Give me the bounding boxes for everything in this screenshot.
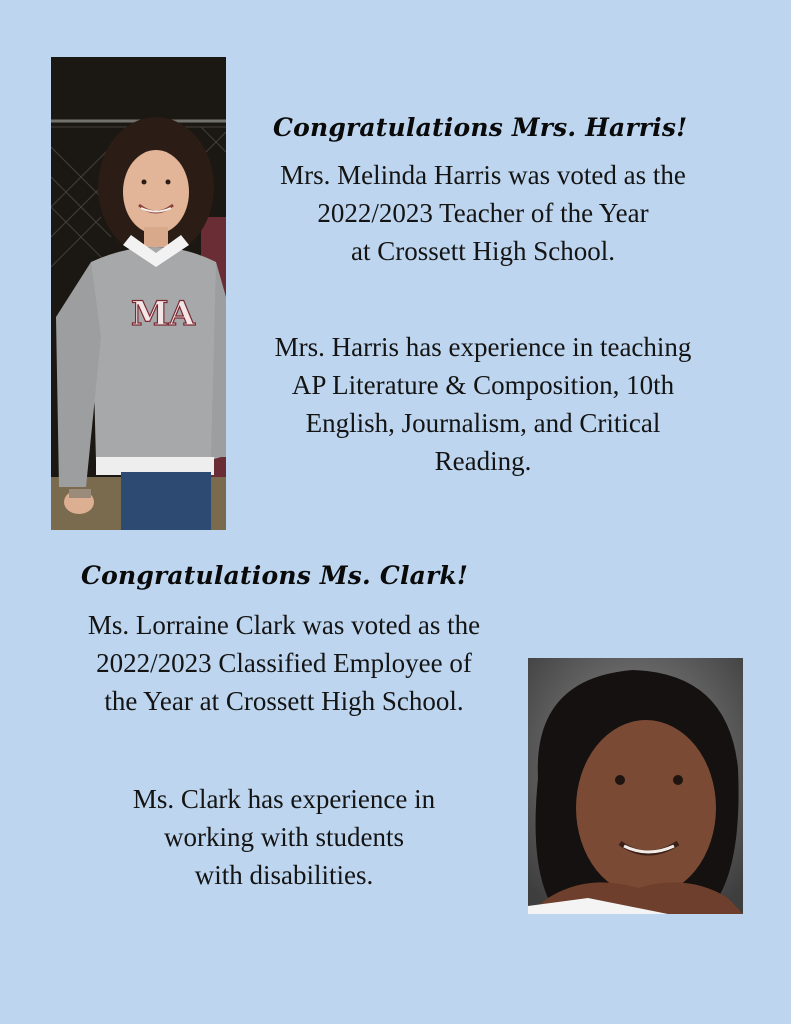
- clark-experience-line: working with students: [164, 822, 404, 852]
- harris-experience-paragraph: [240, 328, 726, 480]
- harris-photo: [51, 57, 226, 530]
- clark-award-line: the Year at Crossett High School.: [104, 686, 464, 716]
- harris-heading: Congratulations Mrs. Harris!: [273, 113, 688, 142]
- harris-award-line: 2022/2023 Teacher of the Year: [317, 198, 649, 228]
- clark-experience-line: with disabilities.: [194, 860, 374, 890]
- clark-experience-paragraph: [50, 780, 518, 894]
- clark-photo: [528, 658, 743, 914]
- clark-heading: Congratulations Ms. Clark!: [81, 561, 469, 590]
- harris-experience-line: English, Journalism, and Critical: [305, 408, 661, 438]
- svg-text:MA: MA: [130, 294, 196, 334]
- clark-award-line: 2022/2023 Classified Employee of: [96, 648, 472, 678]
- clark-experience-line: Ms. Clark has experience in: [132, 784, 436, 814]
- harris-experience-line: Mrs. Harris has experience in teaching: [274, 332, 692, 362]
- clark-award-line: Ms. Lorraine Clark was voted as the: [87, 610, 481, 640]
- harris-award-paragraph: [240, 156, 726, 270]
- harris-experience-line: AP Literature & Composition, 10th: [291, 370, 675, 400]
- harris-award-line: Mrs. Melinda Harris was voted as the: [280, 160, 686, 190]
- harris-experience-line: Reading.: [434, 446, 532, 476]
- harris-award-line: at Crossett High School.: [351, 236, 615, 266]
- clark-award-paragraph: [50, 606, 518, 720]
